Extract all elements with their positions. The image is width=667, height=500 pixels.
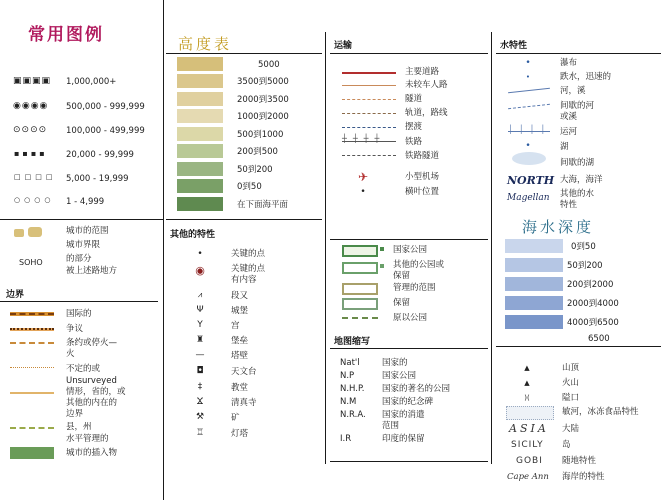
relief-label: 海岸的特性: [562, 472, 605, 482]
elevation-swatch: [177, 92, 223, 106]
magellan-sample-label: Magellan: [507, 193, 550, 203]
north-sample-label: NORTH: [507, 174, 555, 187]
abbr-meaning: 范围: [382, 421, 400, 431]
small-square-icon: ▪▪▪▪: [14, 149, 48, 158]
river-icon: [508, 88, 550, 93]
glacier-icon: [506, 406, 554, 420]
gobi-sample-label: GOBI: [516, 456, 543, 466]
feature-label: 段又: [231, 291, 249, 301]
feature-label: 天文台: [231, 367, 257, 377]
population-label: 100,000 - 499,999: [66, 126, 145, 136]
rule-common: [0, 219, 163, 220]
mine-icon: ⚒: [195, 412, 205, 422]
elevation-swatch: [177, 127, 223, 141]
city-limit-label: 城市界限: [66, 240, 101, 250]
park-label: 保留: [393, 298, 411, 308]
lake-icon: •: [525, 141, 531, 151]
rule-bottom: [330, 461, 488, 462]
boundary-label: 其他的内在的: [66, 398, 118, 408]
transport-label: 未较车人路: [405, 80, 448, 90]
water-label: 运河: [560, 127, 578, 137]
boundary-label: 国际的: [66, 309, 92, 319]
reserve-swatch: [342, 298, 378, 310]
trail-line: [342, 113, 396, 114]
other-park-swatch: [342, 262, 378, 274]
depth-swatch: [505, 315, 563, 329]
palace-icon: Y: [197, 320, 203, 330]
ferry-line: [342, 127, 396, 128]
depth-label: 50到200: [567, 261, 603, 271]
divider-right: [491, 32, 492, 464]
rule-transport-top: [330, 53, 488, 54]
elevation-swatch: [177, 144, 223, 158]
boundary-label: 水平管理的: [66, 434, 109, 444]
transport-label: 铁路隧道: [405, 151, 440, 161]
elevation-swatch: [177, 162, 223, 176]
key-point-content-icon: ◉: [195, 264, 205, 277]
relief-label: 隘口: [562, 393, 580, 403]
transport-label: 横叶位置: [405, 187, 440, 197]
tunnel-line: [342, 99, 396, 100]
intermittent-lake-icon: [512, 152, 546, 165]
elevation-label: 0到50: [237, 182, 262, 192]
hollow-square-icon: □□□□: [14, 173, 57, 181]
abbr-code: N.P: [340, 371, 355, 381]
elevation-label: 在下面海平面: [237, 200, 289, 210]
ferry-point-icon: •: [360, 187, 366, 197]
transport-label: 摆渡: [405, 122, 423, 132]
water-label: 或溪: [560, 112, 578, 122]
park-label: 国家公园: [393, 245, 428, 255]
water-label: 大海，海洋: [560, 175, 603, 185]
sea-depth-title: 海水深度: [522, 218, 595, 236]
abbr-meaning: 国家的: [382, 358, 408, 368]
ring-dot-icon: ◉◉◉◉: [13, 101, 49, 111]
feature-label: 关键的点: [231, 264, 266, 274]
lighthouse-icon: ♖: [195, 428, 205, 438]
castle-icon: Ψ: [196, 305, 204, 315]
population-label: 1 - 4,999: [66, 197, 105, 207]
relief-label: 火山: [562, 378, 580, 388]
park-label: 原以公园: [393, 313, 428, 323]
key-point-icon: •: [197, 249, 203, 259]
feature-label: 堡垒: [231, 336, 249, 346]
water-label: 间歇的湖: [560, 158, 595, 168]
fort-icon: ♜: [195, 335, 205, 345]
elevation-label: 5000: [258, 60, 280, 70]
other-features-title: 其他的特性: [170, 230, 216, 240]
city-range-label: 城市的范围: [66, 226, 109, 236]
feature-label: 教堂: [231, 383, 249, 393]
city-part-label: 的部分: [66, 254, 92, 264]
feature-label: 城堡: [231, 306, 249, 316]
city-inset-swatch: [10, 447, 54, 459]
park-label: 保留: [393, 271, 411, 281]
relief-label: 岛: [562, 440, 571, 450]
feature-label: 关键的点: [231, 249, 266, 259]
elevation-swatch: [177, 179, 223, 193]
abbr-code: N.H.P.: [340, 384, 365, 394]
rail-tunnel-line: [342, 155, 396, 156]
undefined-boundary-swatch: [10, 367, 54, 368]
water-title: 水特性: [500, 41, 528, 51]
divider-left: [163, 0, 164, 500]
elevation-label: 1000到2000: [237, 112, 289, 122]
population-label: 500,000 - 999,999: [66, 102, 145, 112]
sicily-sample-label: SICILY: [511, 440, 544, 450]
boundary-label: 不定的或: [66, 364, 101, 374]
common-legend-title: 常用图例: [28, 25, 104, 45]
elevation-label: 3500到5000: [237, 77, 289, 87]
boundary-label: 火: [66, 349, 75, 359]
elevation-swatch: [177, 197, 223, 211]
abbr-meaning: 国家公园: [382, 371, 417, 381]
feature-label: 有内容: [231, 275, 257, 285]
depth-swatch: [505, 277, 563, 291]
relief-label: 敏河，冰冻食品特性: [562, 407, 639, 417]
depth-label: 4000到6500: [567, 318, 619, 328]
depth-label: 200到2000: [567, 280, 614, 290]
water-label: 跌水，迅速的: [560, 72, 612, 82]
boundaries-title: 边界: [6, 290, 25, 300]
feature-label: 灯塔: [231, 429, 249, 439]
elevation-label: 50到200: [237, 165, 273, 175]
water-label: 湖: [560, 142, 569, 152]
unpaved-road-line: [342, 85, 396, 86]
intermittent-river-icon: [508, 104, 550, 109]
cape-ann-sample-label: Cape Ann: [507, 472, 549, 482]
elevation-swatch: [177, 109, 223, 123]
water-label: 其他的水: [560, 189, 595, 199]
elevation-label: 200到500: [237, 147, 278, 157]
transport-title: 运输: [334, 41, 353, 51]
depth-label: 6500: [588, 334, 610, 344]
abbr-meaning: 国家的著名的公园: [382, 384, 451, 394]
relief-label: 山顶: [562, 363, 580, 373]
depth-swatch: [505, 296, 563, 310]
elevation-title: 高度表: [178, 35, 233, 53]
observatory-icon: ◘: [196, 366, 204, 376]
county-boundary-swatch: [10, 427, 54, 429]
water-label: 河，溪: [560, 86, 586, 96]
transport-label: 主要道路: [405, 67, 440, 77]
rule-water: [496, 53, 661, 54]
transport-label: 轨道，路线: [405, 108, 448, 118]
park-border-swatch: [342, 317, 378, 319]
church-icon: ‡: [197, 382, 203, 392]
boundary-label: 城市的插入物: [66, 448, 118, 458]
feature-label: 矿: [231, 413, 240, 423]
population-label: 5,000 - 19,999: [66, 174, 129, 184]
boundary-label: 边界: [66, 409, 84, 419]
elevation-label: 500到1000: [237, 130, 284, 140]
city-place-label: 被上述路地方: [66, 266, 118, 276]
park-label: 管理的范围: [393, 283, 436, 293]
depth-swatch: [505, 239, 563, 253]
circle-dot-icon: ⊙⊙⊙⊙: [13, 125, 48, 135]
abbr-code: N.M: [340, 397, 357, 407]
airport-icon: ✈: [357, 170, 369, 184]
elevation-swatch: [177, 57, 223, 71]
internal-boundary-swatch: [10, 392, 54, 394]
rule-abbr: [330, 348, 488, 349]
rapids-icon: •: [525, 73, 531, 81]
depth-swatch: [505, 258, 563, 272]
abbr-meaning: 印度的保留: [382, 434, 425, 444]
population-label: 20,000 - 99,999: [66, 150, 134, 160]
rule-other: [166, 219, 322, 220]
rule-parks: [330, 239, 488, 240]
abbr-meaning: 国家的消遣: [382, 410, 425, 420]
managed-area-swatch: [342, 283, 378, 295]
park-label: 其他的公园或: [393, 260, 445, 270]
peak-icon: ▲: [524, 364, 530, 372]
relief-label: 大陆: [562, 424, 580, 434]
feature-label: 宫: [231, 321, 240, 331]
abbreviations-title: 地图缩写: [334, 337, 371, 347]
boundary-label: 情形，省的，或: [66, 387, 126, 397]
small-circle-icon: ○○○○: [14, 196, 55, 204]
waterfall-icon: •: [525, 58, 531, 68]
feature-label: 塔壁: [231, 351, 249, 361]
treaty-boundary-swatch: [10, 342, 54, 344]
water-label: 瀑布: [560, 58, 578, 68]
pass-icon: ⩘: [197, 290, 203, 299]
volcano-icon: ▲: [524, 379, 530, 387]
pass-icon: )(: [524, 394, 530, 402]
transport-label: 铁路: [405, 137, 423, 147]
boundary-label: 县，州: [66, 422, 92, 432]
abbr-code: N.R.A.: [340, 410, 366, 420]
rule-relief: [496, 346, 661, 347]
abbr-code: I.R: [340, 434, 352, 444]
wall-icon: —: [195, 350, 205, 360]
boundary-label: 条约或停火—: [66, 338, 118, 348]
water-label: 间歇的河: [560, 101, 595, 111]
elevation-swatch: [177, 74, 223, 88]
transport-label: 隧道: [405, 94, 423, 104]
divider-mid: [325, 32, 326, 464]
relief-label: 随地特性: [562, 456, 597, 466]
abbr-code: Nat'l: [340, 358, 360, 368]
square-dot-icon: ▣▣▣▣: [13, 76, 52, 86]
water-label: 特性: [560, 200, 578, 210]
population-label: 1,000,000+: [66, 77, 117, 87]
boundary-label: 争议: [66, 324, 84, 334]
depth-label: 0到50: [571, 242, 596, 252]
soho-label: SOHO: [19, 258, 43, 267]
rule-boundaries: [0, 301, 158, 302]
national-park-swatch: [342, 245, 378, 257]
transport-label: 小型机场: [405, 172, 440, 182]
feature-label: 清真寺: [231, 398, 257, 408]
main-road-line: [342, 72, 396, 74]
elevation-label: 2000到3500: [237, 95, 289, 105]
asia-sample-label: ASIA: [509, 422, 549, 435]
abbr-meaning: 国家的纪念碑: [382, 397, 434, 407]
mosque-icon: Ϫ: [196, 397, 204, 407]
depth-label: 2000到4000: [567, 299, 619, 309]
boundary-label: Unsurveyed: [66, 376, 117, 386]
city-area-icon: [14, 227, 44, 237]
